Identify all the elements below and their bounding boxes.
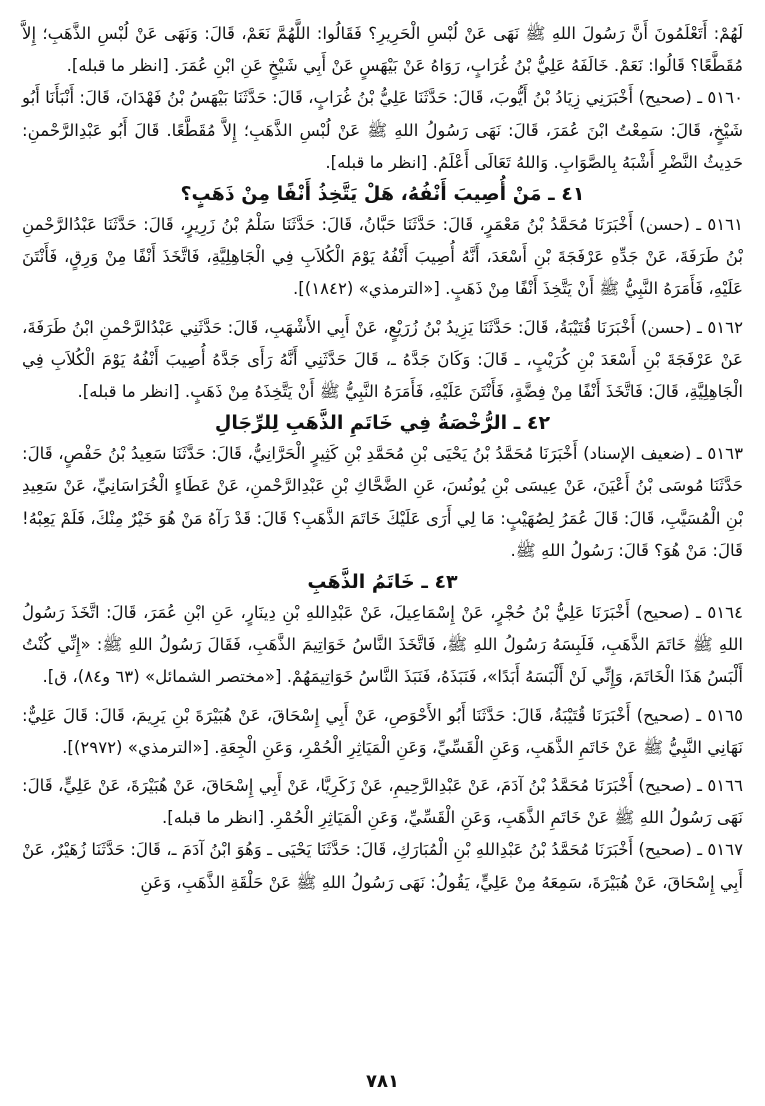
chapter-heading-43: ٤٣ ـ خَاتَمُ الذَّهَبِ — [307, 571, 458, 594]
hadith-5163: ٥١٦٣ ـ (ضعيف الإسناد) أَخْبَرَنَا مُحَمَّدُ بْنُ يَحْيَى بْنِ مُحَمَّدِ بْنِ كَثِيرٍ الْحَرَّانِيُّ، قَالَ: حَدَّثَنَا سَعِيدُ بْنُ حَفْصٍ، قَالَ: حَدَّثَنَا مُوسَى بْنُ أَعْيَنَ، عَنْ عِيسَى بْنِ يُونُسَ، عَنِ الضَّحَّاكِ بْنِ عَبْدِالرَّحْمنِ، عَنْ عَطَاءٍ الْخُرَاسَانِيِّ، عَنْ سَعِيدِ بْنِ الْمُسَيَّبِ، قَالَ: قَالَ عُمَرُ لِصُهَيْبٍ: مَا لِي أَرَى عَلَيْكَ خَاتَمَ الذَّهَبِ؟ قَالَ: قَدْ رَآهُ مَنْ هُوَ خَيْرٌ مِنْكَ، فَلَمْ يَعِبْهُ! قَالَ: مَنْ هُوَ؟ قَالَ: رَسُولُ اللهِ ﷺ. — [22, 444, 743, 560]
page-number: ٧٨١ — [366, 1071, 399, 1092]
document-page — [22, 18, 743, 1086]
hadith-5166: ٥١٦٦ ـ (صحيح) أَخْبَرَنَا مُحَمَّدُ بْنُ آدَمَ، عَنْ عَبْدِالرَّحِيمِ، عَنْ زَكَرِيَّا، عَنْ أَبِي إِسْحَاقَ، عَنْ هُبَيْرَةَ، عَنْ عَلِيٍّ، قَالَ: نَهَى رَسُولُ اللهِ ﷺ عَنْ خَاتَمِ الذَّهَبِ، وَعَنِ الْقَسِّيِّ، وَعَنِ الْمَيَاثِرِ الْحُمْرِ. [انظر ما قبله]. — [22, 776, 743, 828]
chapter-heading-41: ٤١ ـ مَنْ أُصِيبَ أَنْفُهُ، هَلْ يَتَّخِذُ أَنْفًا مِنْ ذَهَبٍ؟ — [180, 183, 585, 206]
chapter-heading-42: ٤٢ ـ الرُّخْصَةُ فِي خَاتَمِ الذَّهَبِ لِلرِّجَالِ — [214, 412, 551, 435]
hadith-5160: ٥١٦٠ ـ (صحيح) أَخْبَرَنِي زِيَادُ بْنُ أَيُّوبَ، قَالَ: حَدَّثَنَا عَلِيُّ بْنُ غُرَابٍ، قَالَ: حَدَّثَنَا بَيْهَسُ بْنُ فَهْدَانَ، قَالَ: أَنْبَأَنَا أَبُو شَيْخٍ، قَالَ: سَمِعْتُ ابْنَ عُمَرَ، قَالَ: نَهَى رَسُولُ اللهِ ﷺ عَنْ لُبْسِ الذَّهَبِ؛ إِلاَّ مُقَطَّعًا. قَالَ أَبُو عَبْدِالرَّحْمنِ: حَدِيثُ النَّضْرِ أَشْبَهُ بِالصَّوَابِ. وَاللهُ تَعَالَى أَعْلَمُ. [انظر ما قبله]. — [22, 88, 743, 172]
hadith-5162: ٥١٦٢ ـ (حسن) أَخْبَرَنَا قُتَيْبَةُ، قَالَ: حَدَّثَنَا يَزِيدُ بْنُ زُرَيْعٍ، عَنْ أَبِي الأَشْهَبِ، قَالَ: حَدَّثَنِي عَبْدُالرَّحْمنِ ابْنُ طَرَفَةَ، عَنْ عَرْفَجَةَ بْنِ أَسْعَدَ بْنِ كُرَيْبٍ، ـ قَالَ: وَكَانَ جَدَّهُ ـ، قَالَ حَدَّثَنِي أَنَّهُ رَأَى جَدَّهُ أُصِيبَ أَنْفُهُ يَوْمَ الْكُلاَبِ فِي الْجَاهِلِيَّةِ، قَالَ: فَاتَّخَذَ أَنْفًا مِنْ فِضَّةٍ، فَأَنْتَنَ عَلَيْهِ، فَأَمَرَهُ النَّبِيُّ ﷺ أَنْ يَتَّخِذَهُ مِنْ ذَهَبٍ. [انظر ما قبله]. — [22, 317, 743, 402]
paragraph-continuation: لَهُمْ: أَتَعْلَمُونَ أَنَّ رَسُولَ اللهِ ﷺ نَهَى عَنْ لُبْسِ الْحَرِيرِ؟ فَقَالُوا: اللَّهُمَّ نَعَمْ، قَالَ: وَنَهَى عَنْ لُبْسِ الذَّهَبِ؛ إِلاَّ مُقَطَّعًا؟ قَالُوا: نَعَمْ. خَالَفَهُ عَلِيُّ بْنُ غُرَابٍ، رَوَاهُ عَنْ بَيْهَسٍ عَنْ أَبِي شَيْخٍ عَنِ ابْنِ عُمَرَ. [انظر ما قبله]. — [22, 24, 743, 76]
hadith-5164: ٥١٦٤ ـ (صحيح) أَخْبَرَنَا عَلِيُّ بْنُ حُجْرٍ، عَنْ إِسْمَاعِيلَ، عَنْ عَبْدِاللهِ بْنِ دِينَارٍ، عَنِ ابْنِ عُمَرَ، قَالَ: اتَّخَذَ رَسُولُ اللهِ ﷺ خَاتَمَ الذَّهَبِ، فَلَبِسَهُ رَسُولُ اللهِ ﷺ، فَاتَّخَذَ النَّاسُ خَوَاتِيمَ الذَّهَبِ، فَقَالَ رَسُولُ اللهِ ﷺ: «إِنِّي كُنْتُ أَلْبَسُ هَذَا الْخَاتَمَ، وَإِنِّي لَنْ أَلْبَسَهُ أَبَدًا»، فَنَبَذَهُ، فَنَبَذَ النَّاسُ خَوَاتِيمَهُمْ. [«مختصر الشمائل» (٦٣ و٨٤)، ق]. — [22, 603, 743, 687]
hadith-5165: ٥١٦٥ ـ (صحيح) أَخْبَرَنَا قُتَيْبَةُ، قَالَ: حَدَّثَنَا أَبُو الأَحْوَصِ، عَنْ أَبِي إِسْحَاقَ، عَنْ هُبَيْرَةَ بْنِ يَرِيمَ، قَالَ: قَالَ عَلِيٌّ: نَهَانِي النَّبِيُّ ﷺ عَنْ خَاتَمِ الذَّهَبِ، وَعَنِ الْقَسِّيِّ، وَعَنِ الْمَيَاثِرِ الْحُمْرِ، وَعَنِ الْجِعَةِ. [«الترمذي» (٢٩٧٢)]. — [22, 705, 743, 757]
hadith-5161: ٥١٦١ ـ (حسن) أَخْبَرَنَا مُحَمَّدُ بْنُ مَعْمَرٍ، قَالَ: حَدَّثَنَا حَبَّانُ، قَالَ: حَدَّثَنَا سَلْمُ بْنُ زَرِيرٍ، قَالَ: حَدَّثَنَا عَبْدُالرَّحْمنِ بْنُ طَرَفَةَ، عَنْ جَدِّهِ عَرْفَجَةَ بْنِ أَسْعَدَ، أَنَّهُ أُصِيبَ أَنْفُهُ يَوْمَ الْكُلاَبِ فِي الْجَاهِلِيَّةِ، فَاتَّخَذَ أَنْفًا مِنْ وَرِقٍ، فَأَنْتَنَ عَلَيْهِ، فَأَمَرَهُ النَّبِيُّ ﷺ أَنْ يَتَّخِذَ أَنْفًا مِنْ ذَهَبٍ. [«الترمذي» (١٨٤٢)]. — [22, 215, 743, 299]
hadith-5167: ٥١٦٧ ـ (صحيح) أَخْبَرَنَا مُحَمَّدُ بْنُ عَبْدِاللهِ بْنِ الْمُبَارَكِ، قَالَ: حَدَّثَنَا يَحْيَى ـ وَهُوَ ابْنُ آدَمَ ـ، قَالَ: حَدَّثَنَا زُهَيْرٌ، عَنْ أَبِي إِسْحَاقَ، عَنْ هُبَيْرَةَ، سَمِعَهُ مِنْ عَلِيٍّ، يَقُولُ: نَهَى رَسُولُ اللهِ ﷺ عَنْ حَلْقَةِ الذَّهَبِ، وَعَنِ — [22, 840, 743, 892]
